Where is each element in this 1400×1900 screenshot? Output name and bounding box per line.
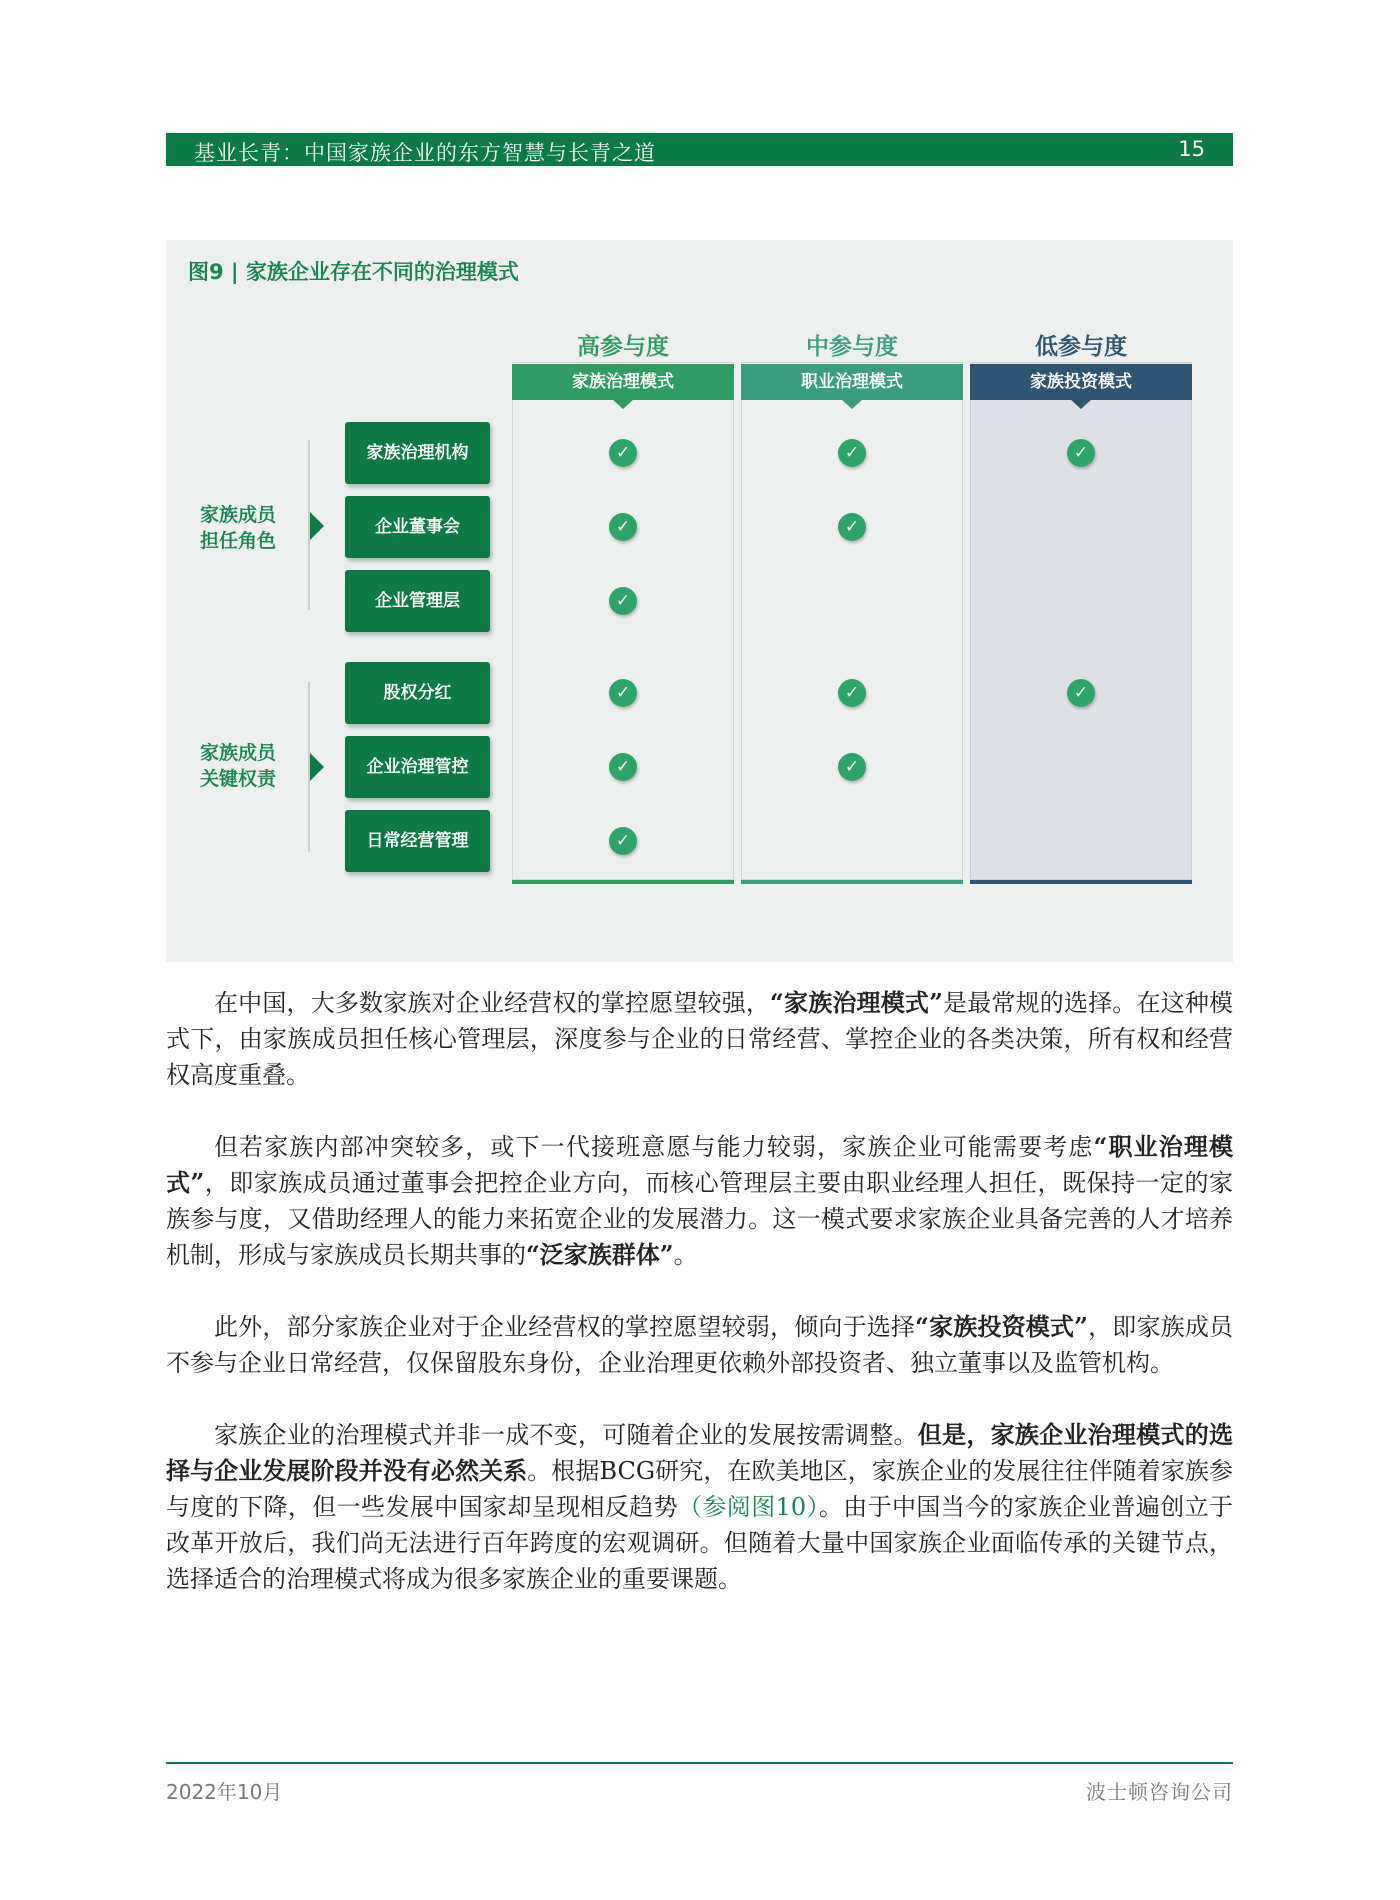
column-base-bar [970, 880, 1192, 884]
column-label-professional-governance: 职业治理模式 [741, 364, 963, 400]
column-label-family-governance: 家族治理模式 [512, 364, 734, 400]
text-run: 。 [673, 1241, 698, 1269]
group-label-line: 家族成员 [199, 504, 276, 526]
paragraph-2 [166, 1129, 1233, 1273]
text-run: 是最常规的选择。在这种模式下，由家族成员担任核心管理层，深度参与企业的日常经营、掌控企业的各类决策，所有权和经营权高度重叠。 [166, 989, 1234, 1089]
text-run: ，即家族成员通过董事会把控企业方向，而核心管理层主要由职业经理人担任，既保持一定的家族参与度，又借助经理人的能力来拓宽企业的发展潜力。这一模式要求家族企业具备完善的人才培养机制，形成与家族成员长期共事的 [166, 1169, 1234, 1269]
header-bar [166, 133, 1233, 166]
column-label-family-investment: 家族投资模式 [970, 364, 1192, 400]
text-run: 此外，部分家族企业对于企业经营权的掌控愿望较弱，倾向于选择 [214, 1313, 916, 1341]
group-label-line: 关键权责 [199, 768, 276, 790]
paragraph-3 [166, 1309, 1233, 1381]
page-number: 15 [1178, 137, 1205, 161]
check-icon: ✓ [609, 753, 637, 781]
body-text [166, 985, 1233, 1633]
check-icon: ✓ [1067, 439, 1095, 467]
bold-term: “家族治理模式” [770, 988, 943, 1017]
footer-divider [166, 1762, 1233, 1764]
text-run: 在中国，大多数家族对企业经营权的掌控愿望较强， [214, 989, 771, 1017]
figure-reference-link[interactable]: （参阅图10） [678, 1493, 819, 1521]
check-icon: ✓ [609, 439, 637, 467]
column-base-bar [512, 880, 734, 884]
text-run: 。由于中国当今的家族企业普遍创立于改革开放后，我们尚无法进行百年跨度的宏观调研。但随着大量中国家族企业面临传承的关键节点，选择适合的治理模式将成为很多家族企业的重要课题。 [166, 1493, 1234, 1593]
paragraph-1 [166, 985, 1233, 1093]
column-level-medium: 中参与度 [806, 334, 898, 360]
text-run: ，即家族成员不参与企业日常经营，仅保留股东身份，企业治理更依赖外部投资者、独立董事以及监管机构。 [166, 1313, 1234, 1377]
group-arrow-icon [310, 753, 324, 781]
row-management: 企业管理层 [345, 570, 490, 632]
group-arrow-icon [310, 512, 324, 540]
check-icon: ✓ [609, 679, 637, 707]
text-run: 家族企业的治理模式并非一成不变，可随着企业的发展按需调整。 [214, 1421, 918, 1449]
column-pointer-icon [841, 399, 863, 409]
text-run: 。根据BCG研究，在欧美地区，家族企业的发展往往伴随着家族参与度的下降，但一些发展中国家却呈现相反趋势 [166, 1457, 1234, 1521]
bold-term: “泛家族群体” [526, 1240, 674, 1269]
row-family-governance-body: 家族治理机构 [345, 422, 490, 484]
column-pointer-icon [1070, 399, 1092, 409]
row-equity-dividend: 股权分红 [345, 662, 490, 724]
check-icon: ✓ [838, 753, 866, 781]
paragraph-4 [166, 1417, 1233, 1597]
bold-term: “家族投资模式” [915, 1312, 1088, 1341]
check-icon: ✓ [838, 679, 866, 707]
figure-title: 图9 | 家族企业存在不同的治理模式 [188, 260, 519, 284]
check-icon: ✓ [838, 439, 866, 467]
column-level-high: 高参与度 [577, 334, 669, 360]
group-label-roles [188, 502, 288, 554]
column-pointer-icon [612, 399, 634, 409]
text-run: 但若家族内部冲突较多，或下一代接班意愿与能力较弱，家族企业可能需要考虑 [214, 1133, 1094, 1161]
footer-organization: 波士顿咨询公司 [1086, 1780, 1233, 1804]
group-label-line: 家族成员 [199, 742, 276, 764]
bold-term: “职业治理模式” [166, 1132, 1233, 1197]
row-daily-operations: 日常经营管理 [345, 810, 490, 872]
group-label-line: 担任角色 [199, 530, 276, 552]
footer-date: 2022年10月 [166, 1780, 283, 1804]
row-board: 企业董事会 [345, 496, 490, 558]
row-governance-control: 企业治理管控 [345, 736, 490, 798]
check-icon: ✓ [609, 513, 637, 541]
report-title: 基业长青：中国家族企业的东方智慧与长青之道 [194, 141, 656, 165]
bold-term: 但是，家族企业治理模式的选择与企业发展阶段并没有必然关系 [166, 1420, 1234, 1485]
check-icon: ✓ [609, 827, 637, 855]
check-icon: ✓ [1067, 679, 1095, 707]
column-level-low: 低参与度 [1035, 334, 1127, 360]
check-icon: ✓ [609, 587, 637, 615]
column-base-bar [741, 880, 963, 884]
figure-panel [166, 240, 1233, 962]
group-label-responsibilities [188, 740, 288, 792]
check-icon: ✓ [838, 513, 866, 541]
